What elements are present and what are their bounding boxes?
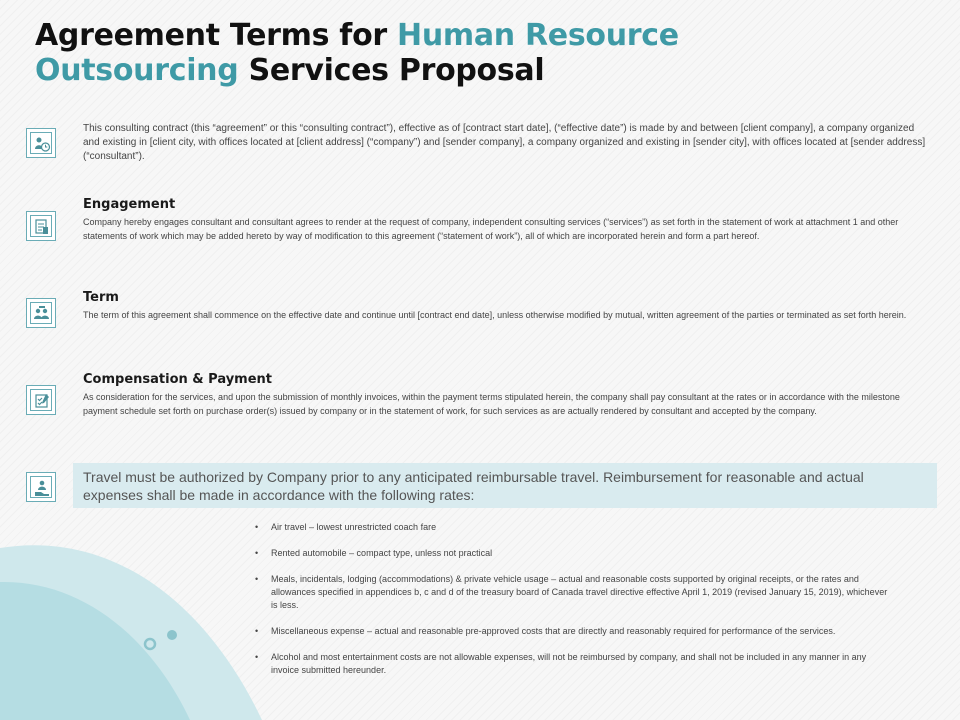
document-icon xyxy=(26,211,56,241)
engagement-section xyxy=(83,197,928,243)
compensation-text: As consideration for the services, and upon the submission of monthly invoices, within the payment terms stipulated herein, the company shall pay consultant at the rates or in accordance with the milestone payment schedule set forth on purchase order(s) issued by company or in the statement of work, for such services as are actually rendered by consultant and accepted by the company. xyxy=(83,392,900,416)
bullet-marker: • xyxy=(255,522,259,532)
travel-highlight: Travel must be authorized by Company prior to any anticipated reimbursable travel. Reimbursement for reasonable and actual expenses shall be made in accordance with the following rates: xyxy=(73,463,937,508)
bullet-marker: • xyxy=(255,574,259,584)
list-item xyxy=(255,625,895,638)
engagement-heading: Engagement xyxy=(83,197,176,212)
engagement-text: Company hereby engages consultant and consultant agrees to render at the request of company, independent consulting services (“services”) as set forth in the statement of work at attachment 1 and other statements of work which may be added hereto by way of modification to this agreement (“statement of work”), all of which are incorporated herein and form a part hereof. xyxy=(83,217,899,241)
term-text: The term of this agreement shall commence on the effective date and continue until [contract end date], unless otherwise modified by mutual, written agreement of the parties or terminated as set forth herein. xyxy=(83,310,907,320)
list-item xyxy=(255,521,895,534)
intro-text: This consulting contract (this “agreement” or this “consulting contract”), effective as of [contract start date], (“effective date”) is made by and between [client company], a company organized and existing in [client city, with offices located at [client address] (“company”) and [sender company], a company organized and existing in [sender city], with offices located at [sender address] (“consultant”). xyxy=(83,123,926,162)
team-icon xyxy=(26,298,56,328)
bullet-marker: • xyxy=(255,652,259,662)
term-section xyxy=(83,290,928,323)
travel-rates-list xyxy=(255,521,895,677)
bullet-marker: • xyxy=(255,548,259,558)
title-part-1: Agreement Terms for xyxy=(35,18,398,53)
decorative-arc xyxy=(0,540,290,720)
list-item xyxy=(255,573,895,612)
bullet-text: Rented automobile – compact type, unless not practical xyxy=(271,548,493,558)
bullet-text: Miscellaneous expense – actual and reasonable pre-approved costs that are directly and reasonably required for performance of the services. xyxy=(271,626,836,636)
bullet-text: Air travel – lowest unrestricted coach fare xyxy=(271,522,437,532)
page-title xyxy=(35,18,935,88)
title-accent-1: Human Resource xyxy=(397,18,679,53)
checklist-icon xyxy=(26,385,56,415)
title-accent-2: Outsourcing xyxy=(35,53,239,88)
list-item xyxy=(255,651,895,677)
bullet-text: Alcohol and most entertainment costs are not allowable expenses, will not be reimbursed by company, and shall not be included in any manner in any invoice submitted hereunder. xyxy=(271,652,867,675)
title-part-2: Services Proposal xyxy=(238,53,545,88)
compensation-heading: Compensation & Payment xyxy=(83,372,273,387)
intro-section xyxy=(83,122,928,164)
people-clock-icon xyxy=(26,128,56,158)
person-hand-icon xyxy=(26,472,56,502)
bullet-marker: • xyxy=(255,626,259,636)
compensation-section xyxy=(83,372,928,418)
bullet-text: Meals, incidentals, lodging (accommodations) & private vehicle usage – actual and reasonable costs supported by original receipts, or the rates and allowances specified in appendices b, c and d of the treasury board of Canada travel directive effective April 1, 2019 (revised January 15, 2019), whichever is less. xyxy=(271,574,888,610)
list-item xyxy=(255,547,895,560)
term-heading: Term xyxy=(83,290,119,305)
